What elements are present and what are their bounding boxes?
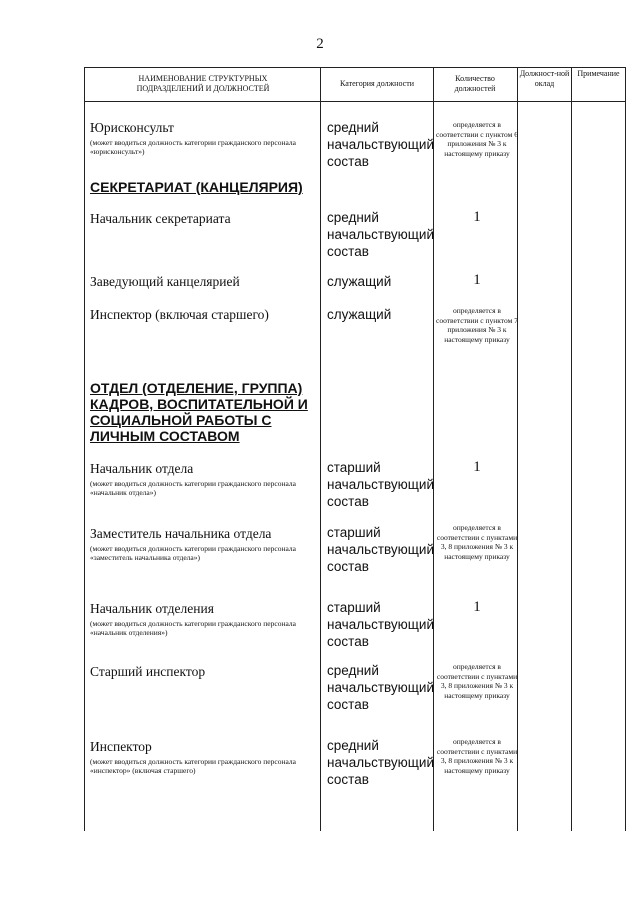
column-divider bbox=[571, 67, 572, 831]
position-note: (может вводиться должность категории гражданского персонала «начальник отдела») bbox=[90, 479, 296, 497]
position-name: Старший инспектор bbox=[90, 664, 206, 679]
position-name: Юрисконсульт bbox=[90, 120, 174, 135]
position-category: средний начальствующий состав bbox=[327, 210, 434, 259]
position-category: средний начальствующий состав bbox=[327, 738, 434, 787]
page-number: 2 bbox=[316, 36, 324, 52]
position-note: (может вводиться должность категории гражданского персонала «заместитель начальника отдела») bbox=[90, 544, 296, 562]
position-name: Начальник отделения bbox=[90, 601, 214, 616]
section-heading: СЕКРЕТАРИАТ (КАНЦЕЛЯРИЯ) bbox=[90, 179, 303, 195]
header-salary: Должност-ной оклад bbox=[519, 69, 570, 88]
table-row bbox=[90, 664, 315, 680]
table-row bbox=[90, 120, 310, 156]
header-category: Категория должности bbox=[340, 79, 414, 88]
header-notes: Примечание bbox=[577, 69, 620, 78]
position-name: Начальник секретариата bbox=[90, 211, 231, 226]
position-name: Инспектор bbox=[90, 739, 152, 754]
position-note: (может вводиться должность категории гражданского персонала «юрисконсульт») bbox=[90, 138, 296, 156]
position-category: средний начальствующий состав bbox=[327, 663, 434, 712]
position-quantity: 1 bbox=[473, 599, 481, 615]
position-category: средний начальствующий состав bbox=[327, 120, 434, 169]
position-category: старший начальствующий состав bbox=[327, 525, 434, 574]
table-row bbox=[90, 739, 315, 775]
position-name: Начальник отдела bbox=[90, 461, 194, 476]
position-quantity: определяется в соответствии с пунктами 3, 8 приложения № 3 к настоящему приказу bbox=[436, 523, 518, 561]
position-quantity: 1 bbox=[473, 209, 481, 225]
position-note: (может вводиться должность категории гражданского персонала «инспектор» (включая старшего) bbox=[90, 757, 296, 775]
position-quantity: 1 bbox=[473, 272, 481, 288]
header-quantity: Количество должностей bbox=[454, 74, 496, 93]
position-category: служащий bbox=[327, 274, 392, 289]
position-quantity: определяется в соответствии с пунктом 7 приложения № 3 к настоящему приказу bbox=[436, 306, 518, 344]
table-row bbox=[90, 461, 315, 497]
position-note: (может вводиться должность категории гражданского персонала «начальник отделения») bbox=[90, 619, 296, 637]
position-name: Инспектор (включая старшего) bbox=[90, 307, 269, 322]
position-quantity: 1 bbox=[473, 459, 481, 475]
position-name: Заведующий канцелярией bbox=[90, 274, 240, 289]
table-row bbox=[90, 307, 310, 323]
header-structure-positions: НАИМЕНОВАНИЕ СТРУКТУРНЫХ ПОДРАЗДЕЛЕНИЙ И ДОЛЖНОСТЕЙ bbox=[136, 74, 270, 93]
table-row bbox=[90, 274, 310, 290]
position-quantity: определяется в соответствии с пунктами 3, 8 приложения № 3 к настоящему приказу bbox=[436, 737, 518, 775]
position-category: старший начальствующий состав bbox=[327, 600, 434, 649]
column-divider bbox=[517, 67, 518, 831]
column-divider bbox=[84, 67, 85, 831]
position-quantity: определяется в соответствии с пунктами 3, 8 приложения № 3 к настоящему приказу bbox=[436, 662, 518, 700]
position-category: служащий bbox=[327, 307, 392, 322]
position-name: Заместитель начальника отдела bbox=[90, 526, 272, 541]
table-row bbox=[90, 526, 315, 562]
table-row bbox=[90, 601, 315, 637]
column-divider bbox=[625, 67, 626, 831]
position-quantity: определяется в соответствии с пунктом 6 приложения № 3 к настоящему приказу bbox=[436, 120, 518, 158]
section-heading: ОТДЕЛ (ОТДЕЛЕНИЕ, ГРУППА) КАДРОВ, ВОСПИТАТЕЛЬНОЙ И СОЦИАЛЬНОЙ РАБОТЫ С ЛИЧНЫМ СОСТАВОМ bbox=[90, 380, 308, 444]
table-row bbox=[90, 211, 310, 227]
column-divider bbox=[433, 67, 434, 831]
position-category: старший начальствующий состав bbox=[327, 460, 434, 509]
column-divider bbox=[320, 67, 321, 831]
